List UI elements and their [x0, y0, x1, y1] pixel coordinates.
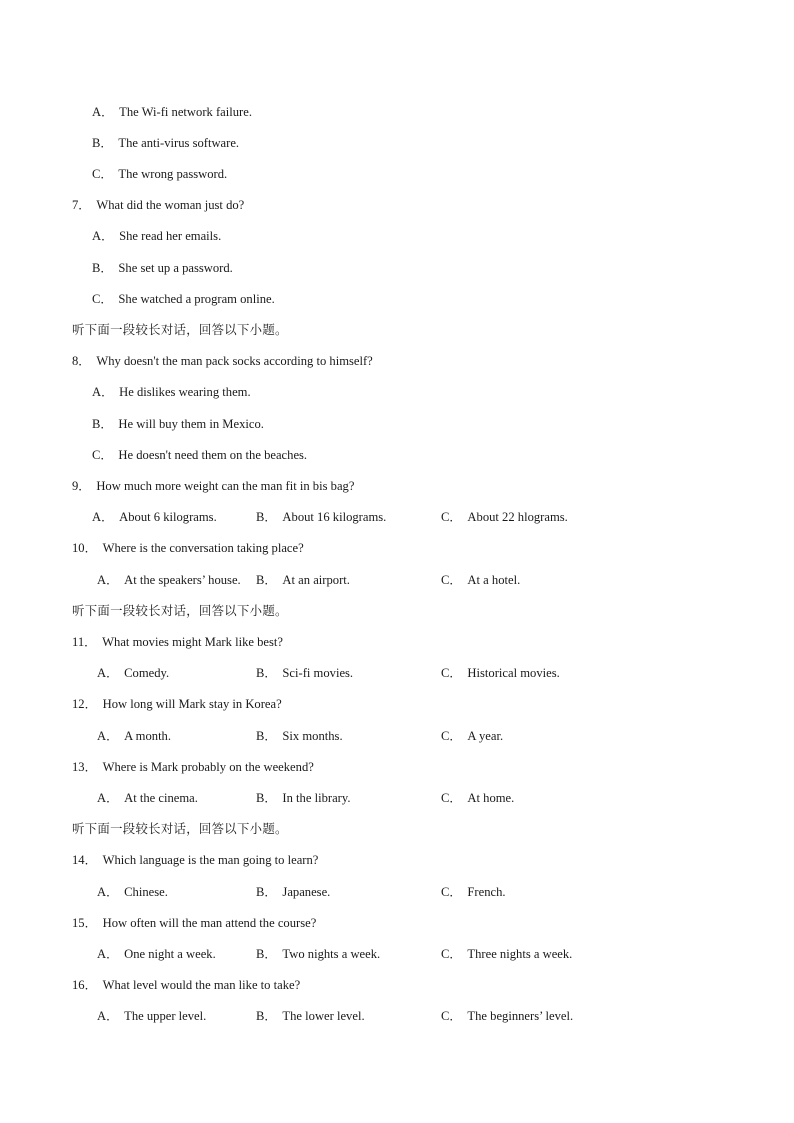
- q15-question: 15． How often will the man attend the course?: [72, 916, 317, 930]
- q15-option-b-text: Two nights a week.: [282, 947, 381, 961]
- q9-option-c-letter: C: [441, 510, 450, 524]
- q7-option-b: B． She set up a password.: [92, 261, 233, 275]
- q13-option-c: C． At home.: [441, 791, 515, 805]
- q7-option-c: C． She watched a program online.: [92, 292, 275, 306]
- q7-option-a-text: She read her emails.: [119, 229, 222, 243]
- q7-question: 7． What did the woman just do?: [72, 198, 245, 212]
- q15-option-a-text: One night a week.: [124, 947, 216, 961]
- q12-option-b-text: Six months.: [282, 729, 343, 743]
- q16-option-c-letter: C: [441, 1009, 450, 1023]
- q13-option-a-text: At the cinema.: [124, 791, 198, 805]
- q9-option-a: A． About 6 kilograms.: [92, 510, 217, 524]
- q14-option-a-text: Chinese.: [124, 885, 168, 899]
- q9-option-b: B． About 16 kilograms.: [256, 510, 387, 524]
- q10-question: 10． Where is the conversation taking place?: [72, 541, 304, 555]
- q12-option-c-letter: C: [441, 729, 450, 743]
- q16-option-c: C． The beginners’ level.: [441, 1009, 574, 1023]
- q10-option-b-text: At an airport.: [282, 573, 350, 587]
- q10-question-text: Where is the conversation taking place?: [102, 541, 304, 555]
- q14-option-c-text: French.: [467, 885, 506, 899]
- q10-option-a: A． At the speakers’ house.: [97, 573, 241, 587]
- section-heading-3: 听下面一段较长对话，回答以下小题。: [72, 821, 288, 836]
- q16-option-b-letter: B: [256, 1009, 265, 1023]
- q9-option-a-text: About 6 kilograms.: [119, 510, 217, 524]
- q11-number: 11: [72, 635, 85, 649]
- q12-option-a-text: A month.: [124, 729, 172, 743]
- q12-option-b-letter: B: [256, 729, 265, 743]
- q12-number: 12: [72, 697, 85, 711]
- q10-option-c-text: At a hotel.: [467, 573, 521, 587]
- q6-option-a-letter: A: [92, 105, 102, 119]
- q8-option-a-text: He dislikes wearing them.: [119, 385, 251, 399]
- q10-option-b: B． At an airport.: [256, 573, 350, 587]
- q6-option-a-text: The Wi-fi network failure.: [119, 105, 252, 119]
- q9-option-a-letter: A: [92, 510, 102, 524]
- q6-option-b-text: The anti-virus software.: [118, 136, 240, 150]
- q9-option-b-letter: B: [256, 510, 265, 524]
- q15-option-b: B． Two nights a week.: [256, 947, 381, 961]
- q7-option-b-letter: B: [92, 261, 101, 275]
- q11-option-b-letter: B: [256, 666, 265, 680]
- q11-question-text: What movies might Mark like best?: [102, 635, 283, 649]
- q8-question-text: Why doesn't the man pack socks according to himself?: [96, 354, 373, 368]
- q10-option-b-letter: B: [256, 573, 265, 587]
- q6-option-b-letter: B: [92, 136, 101, 150]
- q15-number: 15: [72, 916, 85, 930]
- q14-option-b-text: Japanese.: [282, 885, 331, 899]
- section-heading-2: 听下面一段较长对话，回答以下小题。: [72, 603, 288, 618]
- q16-option-a: A． The upper level.: [97, 1009, 207, 1023]
- q14-option-b-letter: B: [256, 885, 265, 899]
- q8-question: 8． Why doesn't the man pack socks according to himself?: [72, 354, 373, 368]
- q8-option-b: B． He will buy them in Mexico.: [92, 417, 264, 431]
- q11-option-a-text: Comedy.: [124, 666, 170, 680]
- q14-number: 14: [72, 853, 85, 867]
- q15-question-text: How often will the man attend the course?: [102, 916, 317, 930]
- q16-question: 16． What level would the man like to take?: [72, 978, 301, 992]
- section-heading-1: 听下面一段较长对话，回答以下小题。: [72, 322, 288, 337]
- q10-option-a-text: At the speakers’ house.: [124, 573, 241, 587]
- q12-option-b: B． Six months.: [256, 729, 343, 743]
- q9-number: 9: [72, 479, 79, 493]
- q13-option-c-letter: C: [441, 791, 450, 805]
- q9-option-b-text: About 16 kilograms.: [282, 510, 387, 524]
- q10-number: 10: [72, 541, 85, 555]
- q16-option-b: B． The lower level.: [256, 1009, 365, 1023]
- q12-option-c-text: A year.: [467, 729, 504, 743]
- q13-option-a: A． At the cinema.: [97, 791, 198, 805]
- q13-question-text: Where is Mark probably on the weekend?: [102, 760, 314, 774]
- q12-option-c: C． A year.: [441, 729, 504, 743]
- q12-option-a-letter: A: [97, 729, 107, 743]
- q9-question-text: How much more weight can the man fit in bis bag?: [96, 479, 355, 493]
- q7-number: 7: [72, 198, 79, 212]
- q13-number: 13: [72, 760, 85, 774]
- q7-option-c-letter: C: [92, 292, 101, 306]
- q14-option-c-letter: C: [441, 885, 450, 899]
- q11-question: 11． What movies might Mark like best?: [72, 635, 283, 649]
- q13-option-b-letter: B: [256, 791, 265, 805]
- q16-option-a-letter: A: [97, 1009, 107, 1023]
- q12-question: 12． How long will Mark stay in Korea?: [72, 697, 282, 711]
- q6-option-b: B． The anti-virus software.: [92, 136, 240, 150]
- q8-option-c-letter: C: [92, 448, 101, 462]
- q14-option-a: A． Chinese.: [97, 885, 168, 899]
- q15-option-a: A． One night a week.: [97, 947, 216, 961]
- q16-option-a-text: The upper level.: [124, 1009, 207, 1023]
- q16-option-c-text: The beginners’ level.: [467, 1009, 574, 1023]
- q14-option-b: B． Japanese.: [256, 885, 331, 899]
- q11-option-c: C． Historical movies.: [441, 666, 560, 680]
- q16-question-text: What level would the man like to take?: [102, 978, 301, 992]
- q7-option-a-letter: A: [92, 229, 102, 243]
- q8-number: 8: [72, 354, 79, 368]
- q14-option-a-letter: A: [97, 885, 107, 899]
- q6-option-c-letter: C: [92, 167, 101, 181]
- q6-option-c: C． The wrong password.: [92, 167, 228, 181]
- q11-option-a-letter: A: [97, 666, 107, 680]
- q9-option-c-text: About 22 hlograms.: [467, 510, 568, 524]
- q8-option-b-letter: B: [92, 417, 101, 431]
- q16-option-b-text: The lower level.: [282, 1009, 365, 1023]
- q9-option-c: C． About 22 hlograms.: [441, 510, 568, 524]
- q15-option-c-text: Three nights a week.: [467, 947, 573, 961]
- q10-option-a-letter: A: [97, 573, 107, 587]
- q6-option-a: A． The Wi-fi network failure.: [92, 105, 252, 119]
- q11-option-a: A． Comedy.: [97, 666, 170, 680]
- q8-option-a-letter: A: [92, 385, 102, 399]
- q13-option-b-text: In the library.: [282, 791, 351, 805]
- q7-option-a: A． She read her emails.: [92, 229, 222, 243]
- q10-option-c: C． At a hotel.: [441, 573, 521, 587]
- q11-option-b-text: Sci-fi movies.: [282, 666, 354, 680]
- q7-option-b-text: She set up a password.: [118, 261, 233, 275]
- q7-option-c-text: She watched a program online.: [118, 292, 275, 306]
- q16-number: 16: [72, 978, 85, 992]
- q8-option-c-text: He doesn't need them on the beaches.: [118, 448, 308, 462]
- q15-option-b-letter: B: [256, 947, 265, 961]
- q7-question-text: What did the woman just do?: [96, 198, 245, 212]
- q14-question: 14． Which language is the man going to learn?: [72, 853, 319, 867]
- q15-option-a-letter: A: [97, 947, 107, 961]
- q13-option-a-letter: A: [97, 791, 107, 805]
- q11-option-c-letter: C: [441, 666, 450, 680]
- q14-option-c: C． French.: [441, 885, 506, 899]
- q11-option-c-text: Historical movies.: [467, 666, 560, 680]
- q12-option-a: A． A month.: [97, 729, 172, 743]
- q15-option-c-letter: C: [441, 947, 450, 961]
- q8-option-b-text: He will buy them in Mexico.: [118, 417, 264, 431]
- q8-option-c: C． He doesn't need them on the beaches.: [92, 448, 308, 462]
- q15-option-c: C． Three nights a week.: [441, 947, 573, 961]
- q8-option-a: A． He dislikes wearing them.: [92, 385, 251, 399]
- q14-question-text: Which language is the man going to learn?: [102, 853, 319, 867]
- q6-option-c-text: The wrong password.: [118, 167, 228, 181]
- q9-question: 9． How much more weight can the man fit in bis bag?: [72, 479, 355, 493]
- q13-option-c-text: At home.: [467, 791, 515, 805]
- q13-option-b: B． In the library.: [256, 791, 351, 805]
- q12-question-text: How long will Mark stay in Korea?: [102, 697, 282, 711]
- q10-option-c-letter: C: [441, 573, 450, 587]
- q13-question: 13． Where is Mark probably on the weekend?: [72, 760, 314, 774]
- q11-option-b: B． Sci-fi movies.: [256, 666, 354, 680]
